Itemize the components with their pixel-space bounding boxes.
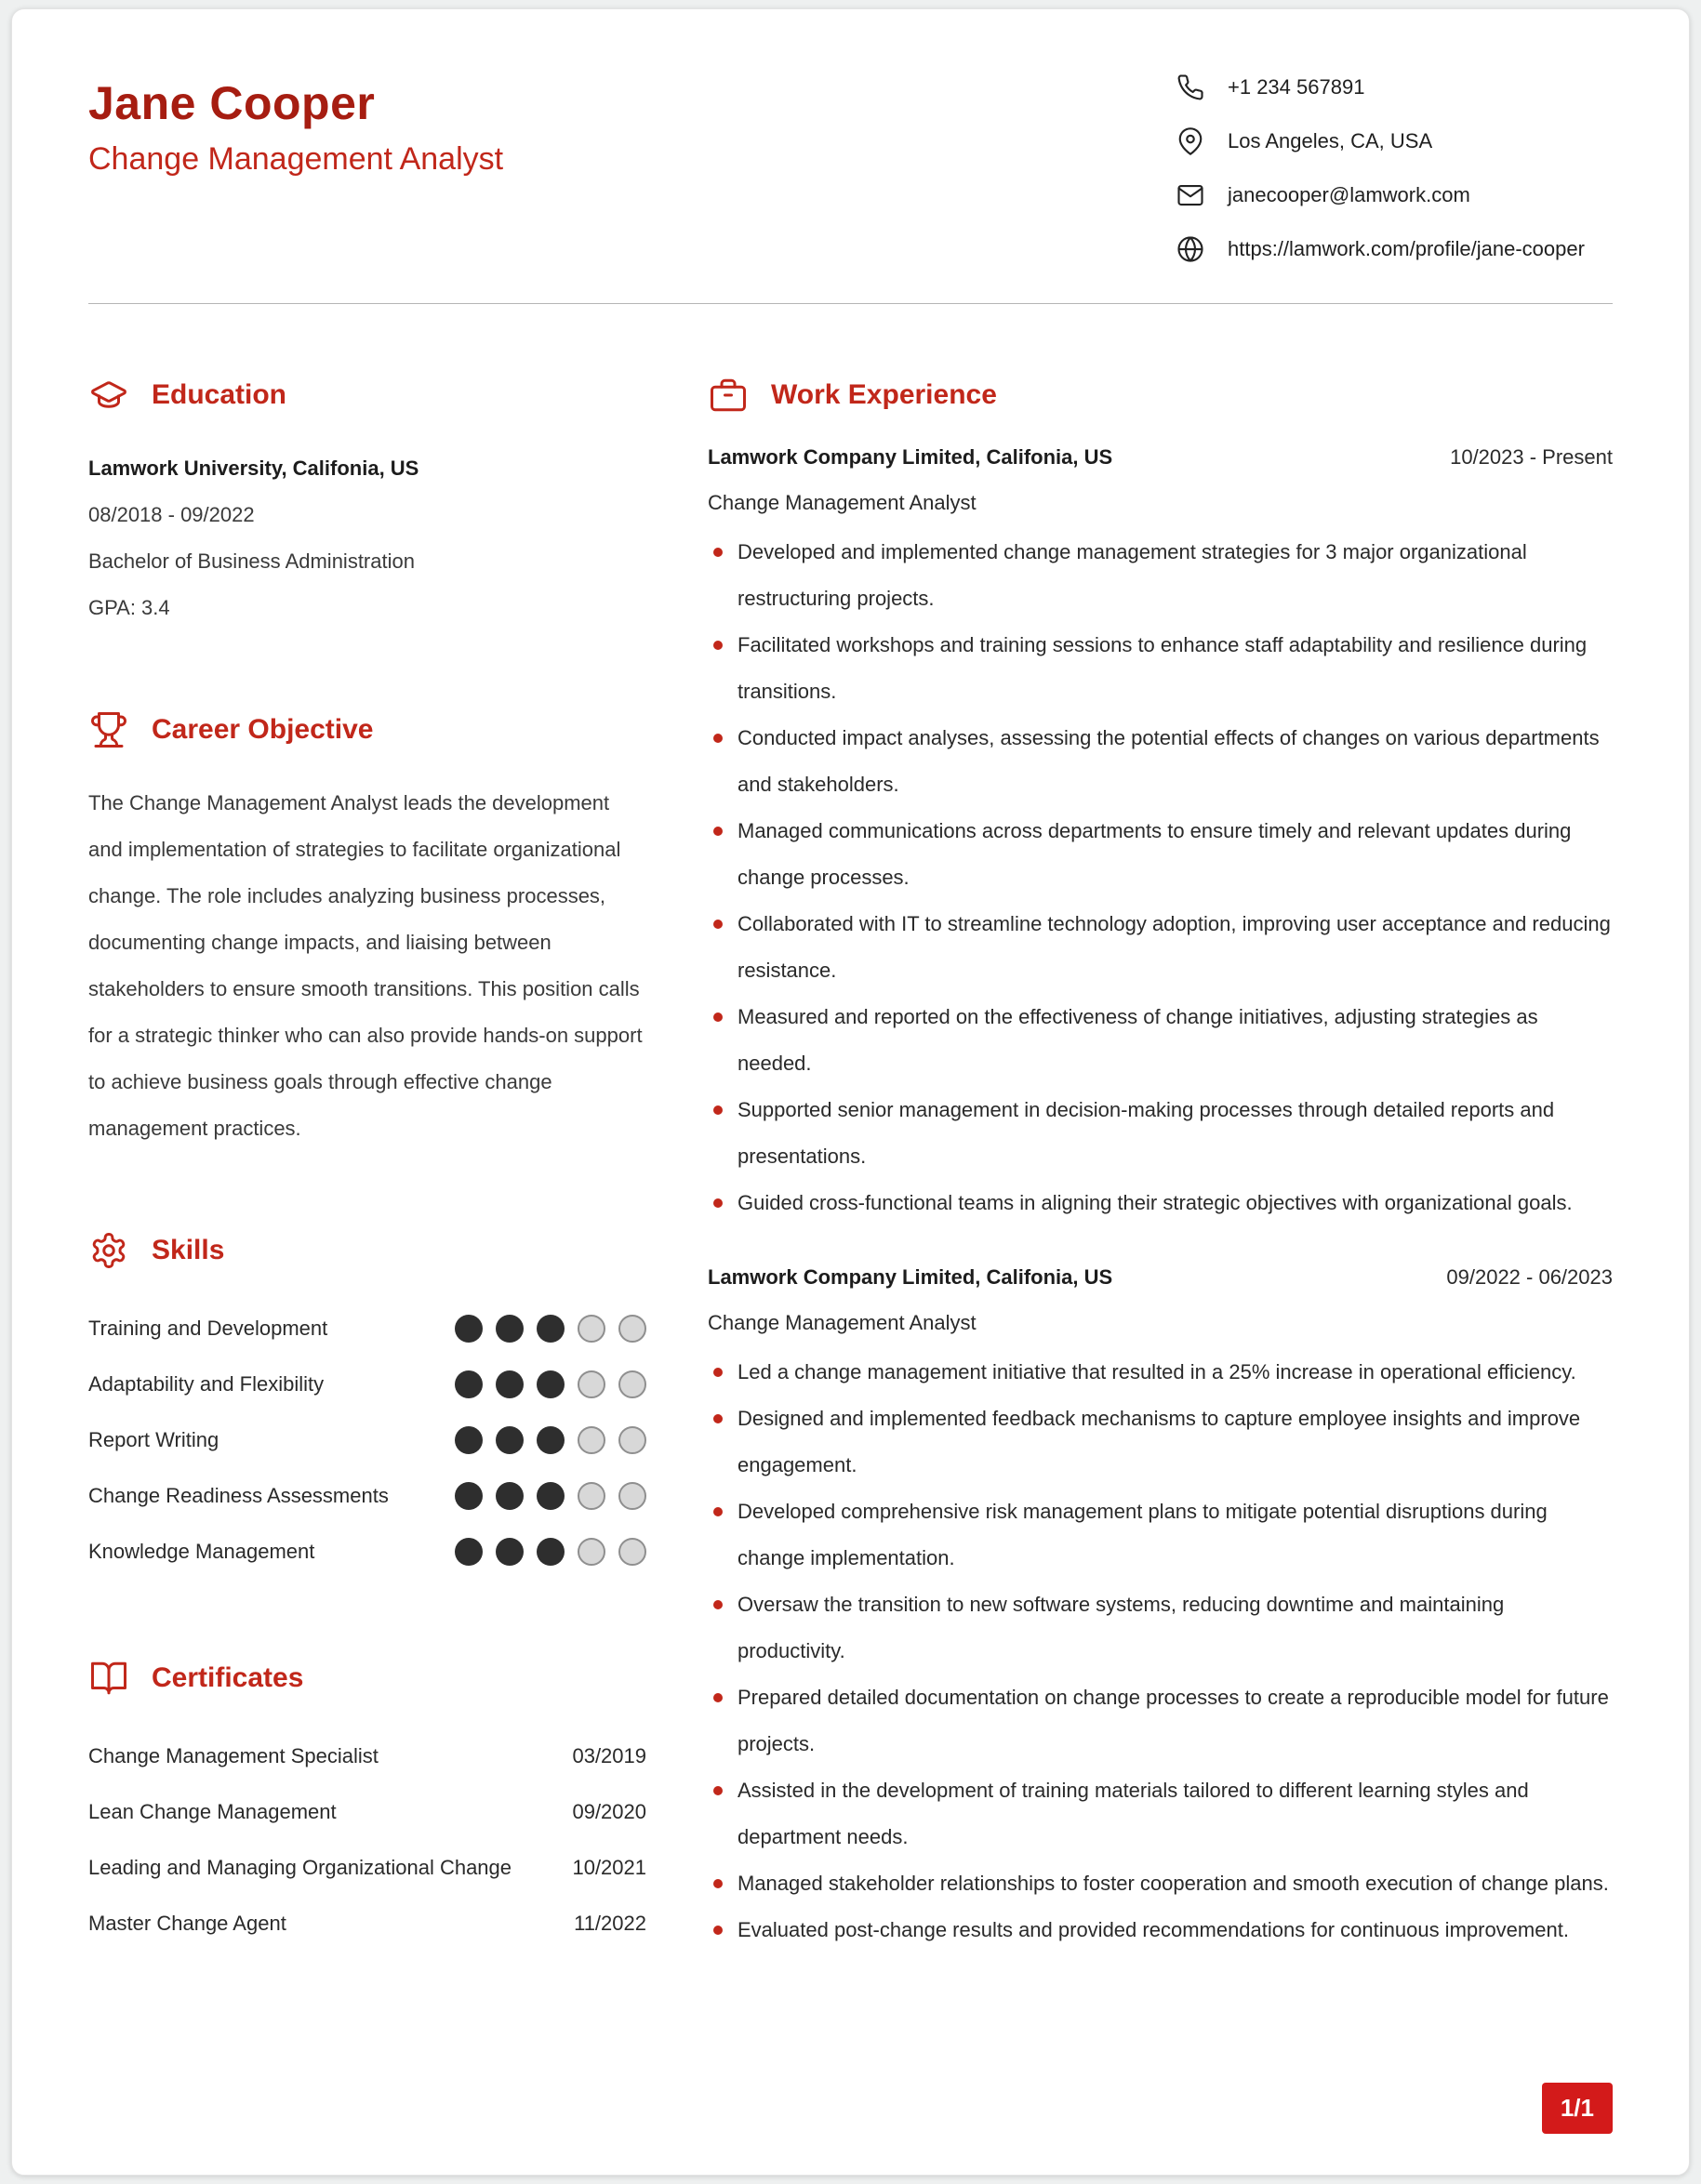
skill-dot-filled bbox=[537, 1315, 565, 1343]
skill-dot-filled bbox=[537, 1426, 565, 1454]
job-company: Lamwork Company Limited, Califonia, US bbox=[708, 445, 1113, 469]
skill-dot-filled bbox=[537, 1538, 565, 1566]
skill-dot-filled bbox=[455, 1482, 483, 1510]
job-dates: 10/2023 - Present bbox=[1450, 445, 1613, 469]
skill-dot-filled bbox=[537, 1482, 565, 1510]
certificate-name: Master Change Agent bbox=[88, 1912, 286, 1935]
contact-phone-text: +1 234 567891 bbox=[1228, 75, 1365, 99]
experience-bullet: Managed stakeholder relationships to foster cooperation and smooth execution of change plans. bbox=[708, 1860, 1613, 1907]
skill-dot-filled bbox=[496, 1315, 524, 1343]
job-dates: 09/2022 - 06/2023 bbox=[1446, 1265, 1613, 1289]
certificate-row bbox=[88, 1728, 646, 1784]
identity-block bbox=[88, 63, 503, 264]
skill-dot-empty bbox=[578, 1538, 605, 1566]
experience-bullet: Developed comprehensive risk management plans to mitigate potential disruptions during change implementation. bbox=[708, 1489, 1613, 1582]
skill-row bbox=[88, 1357, 646, 1412]
certificate-name: Lean Change Management bbox=[88, 1800, 337, 1823]
skill-level-dots bbox=[455, 1370, 646, 1398]
job-company: Lamwork Company Limited, Califonia, US bbox=[708, 1265, 1113, 1289]
career-objective-section-head bbox=[88, 709, 646, 750]
experience-bullet: Oversaw the transition to new software systems, reducing downtime and maintaining productivity. bbox=[708, 1582, 1613, 1674]
skill-dot-empty bbox=[618, 1370, 646, 1398]
job-head bbox=[708, 1265, 1613, 1290]
experience-bullet: Supported senior management in decision-making processes through detailed reports and presentations. bbox=[708, 1087, 1613, 1180]
contact-website-text: https://lamwork.com/profile/jane-cooper bbox=[1228, 237, 1585, 260]
certificates-section-head bbox=[88, 1658, 646, 1699]
skill-dot-empty bbox=[578, 1315, 605, 1343]
work-experience-heading: Work Experience bbox=[771, 379, 997, 410]
location-icon bbox=[1176, 126, 1205, 156]
job-entry bbox=[708, 1265, 1613, 1953]
skill-dot-filled bbox=[455, 1538, 483, 1566]
experience-bullet: Assisted in the development of training materials tailored to different learning styles and department needs. bbox=[708, 1767, 1613, 1860]
contact-email-row bbox=[1176, 180, 1613, 210]
education-dates: 08/2018 - 09/2022 bbox=[88, 503, 255, 526]
certificate-date: 11/2022 bbox=[574, 1912, 646, 1935]
skill-level-dots bbox=[455, 1538, 646, 1566]
skill-dot-filled bbox=[455, 1370, 483, 1398]
skills-heading: Skills bbox=[152, 1235, 225, 1265]
certificate-date: 03/2019 bbox=[572, 1744, 646, 1767]
skill-dot-filled bbox=[455, 1315, 483, 1343]
skill-dot-filled bbox=[496, 1538, 524, 1566]
career-objective-text: The Change Management Analyst leads the development and implementation of strategies to facilitate organizational change. The role includes analyzing business processes, documenting change impacts, and liaising between stakeholders to ensure smooth transitions. This position calls for a strategic thinker who can also provide hands-on support to achieve business goals through effective change management practices. bbox=[88, 791, 643, 1140]
education-degree: Bachelor of Business Administration bbox=[88, 549, 415, 573]
education-gpa: GPA: 3.4 bbox=[88, 596, 170, 619]
briefcase-icon bbox=[708, 375, 749, 416]
skill-row bbox=[88, 1468, 646, 1524]
skill-dot-filled bbox=[496, 1426, 524, 1454]
skill-label: Change Readiness Assessments bbox=[88, 1484, 389, 1507]
skill-level-dots bbox=[455, 1315, 646, 1343]
candidate-job-title: Change Management Analyst bbox=[88, 141, 504, 177]
job-bullet-list bbox=[708, 529, 1613, 1226]
skill-row bbox=[88, 1301, 646, 1357]
contact-location-text: Los Angeles, CA, USA bbox=[1228, 129, 1433, 152]
certificate-name: Leading and Managing Organizational Change bbox=[88, 1856, 512, 1879]
experience-bullet: Facilitated workshops and training sessions to enhance staff adaptability and resilience during transitions. bbox=[708, 622, 1613, 715]
contact-phone-row bbox=[1176, 73, 1613, 102]
job-entry bbox=[708, 445, 1613, 1226]
resume-columns bbox=[88, 375, 1613, 2032]
skill-label: Adaptability and Flexibility bbox=[88, 1372, 325, 1396]
skill-dot-empty bbox=[618, 1426, 646, 1454]
section-career-objective bbox=[88, 709, 646, 1152]
skill-dot-empty bbox=[578, 1482, 605, 1510]
experience-bullet: Guided cross-functional teams in aligning their strategic objectives with organizational goals. bbox=[708, 1180, 1613, 1226]
certificate-date: 10/2021 bbox=[572, 1856, 646, 1879]
experience-bullet: Developed and implemented change management strategies for 3 major organizational restructuring projects. bbox=[708, 529, 1613, 622]
education-section-head bbox=[88, 375, 646, 416]
left-column bbox=[88, 375, 646, 2032]
contact-block bbox=[1176, 63, 1613, 264]
skill-label: Report Writing bbox=[88, 1428, 219, 1451]
contact-location-row bbox=[1176, 126, 1613, 156]
section-education bbox=[88, 375, 646, 631]
work-experience-section-head bbox=[708, 375, 1613, 416]
experience-bullet: Managed communications across departments to ensure timely and relevant updates during change processes. bbox=[708, 808, 1613, 901]
experience-bullet: Collaborated with IT to streamline technology adoption, improving user acceptance and reducing resistance. bbox=[708, 901, 1613, 994]
job-role: Change Management Analyst bbox=[708, 491, 977, 514]
section-skills bbox=[88, 1230, 646, 1580]
website-icon bbox=[1176, 234, 1205, 264]
skill-dot-empty bbox=[618, 1482, 646, 1510]
experience-bullet: Designed and implemented feedback mechanisms to capture employee insights and improve engagement. bbox=[708, 1396, 1613, 1489]
right-column bbox=[708, 375, 1613, 2032]
skill-dot-filled bbox=[537, 1370, 565, 1398]
skills-section-head bbox=[88, 1230, 646, 1271]
section-certificates bbox=[88, 1658, 646, 1952]
page-number-badge: 1/1 bbox=[1542, 2083, 1613, 2134]
email-icon bbox=[1176, 180, 1205, 210]
open-book-icon bbox=[88, 1658, 129, 1699]
skill-level-dots bbox=[455, 1426, 646, 1454]
graduation-cap-icon bbox=[88, 375, 129, 416]
skill-dot-empty bbox=[618, 1315, 646, 1343]
contact-email-text: janecooper@lamwork.com bbox=[1228, 183, 1470, 206]
experience-bullet: Conducted impact analyses, assessing the potential effects of changes on various departments and stakeholders. bbox=[708, 715, 1613, 808]
experience-bullet: Measured and reported on the effectiveness of change initiatives, adjusting strategies as needed. bbox=[708, 994, 1613, 1087]
skill-label: Knowledge Management bbox=[88, 1540, 315, 1563]
skill-dot-empty bbox=[618, 1538, 646, 1566]
certificate-row bbox=[88, 1784, 646, 1840]
certificate-date: 09/2020 bbox=[572, 1800, 646, 1823]
gear-icon bbox=[88, 1230, 129, 1271]
experience-bullet: Evaluated post-change results and provided recommendations for continuous improvement. bbox=[708, 1907, 1613, 1953]
experience-bullet: Led a change management initiative that resulted in a 25% increase in operational efficiency. bbox=[708, 1349, 1613, 1396]
skill-dot-empty bbox=[578, 1370, 605, 1398]
skill-level-dots bbox=[455, 1482, 646, 1510]
skill-dot-filled bbox=[496, 1370, 524, 1398]
education-school: Lamwork University, Califonia, US bbox=[88, 457, 419, 480]
candidate-name: Jane Cooper bbox=[88, 77, 376, 129]
experience-bullet: Prepared detailed documentation on change processes to create a reproducible model for future projects. bbox=[708, 1674, 1613, 1767]
resume-header bbox=[88, 63, 1613, 304]
resume-page bbox=[11, 8, 1690, 2176]
job-head bbox=[708, 445, 1613, 470]
contact-website-row bbox=[1176, 234, 1613, 264]
certificate-name: Change Management Specialist bbox=[88, 1744, 379, 1767]
skill-dot-filled bbox=[496, 1482, 524, 1510]
job-bullet-list bbox=[708, 1349, 1613, 1953]
job-role: Change Management Analyst bbox=[708, 1311, 977, 1334]
certificates-heading: Certificates bbox=[152, 1662, 304, 1693]
skill-dot-filled bbox=[455, 1426, 483, 1454]
phone-icon bbox=[1176, 73, 1205, 102]
certificate-row bbox=[88, 1896, 646, 1952]
education-heading: Education bbox=[152, 379, 287, 410]
career-objective-heading: Career Objective bbox=[152, 714, 374, 745]
skill-dot-empty bbox=[578, 1426, 605, 1454]
certificate-row bbox=[88, 1840, 646, 1896]
section-work-experience bbox=[708, 375, 1613, 1953]
trophy-icon bbox=[88, 709, 129, 750]
skill-label: Training and Development bbox=[88, 1317, 328, 1340]
skill-row bbox=[88, 1524, 646, 1580]
skill-row bbox=[88, 1412, 646, 1468]
